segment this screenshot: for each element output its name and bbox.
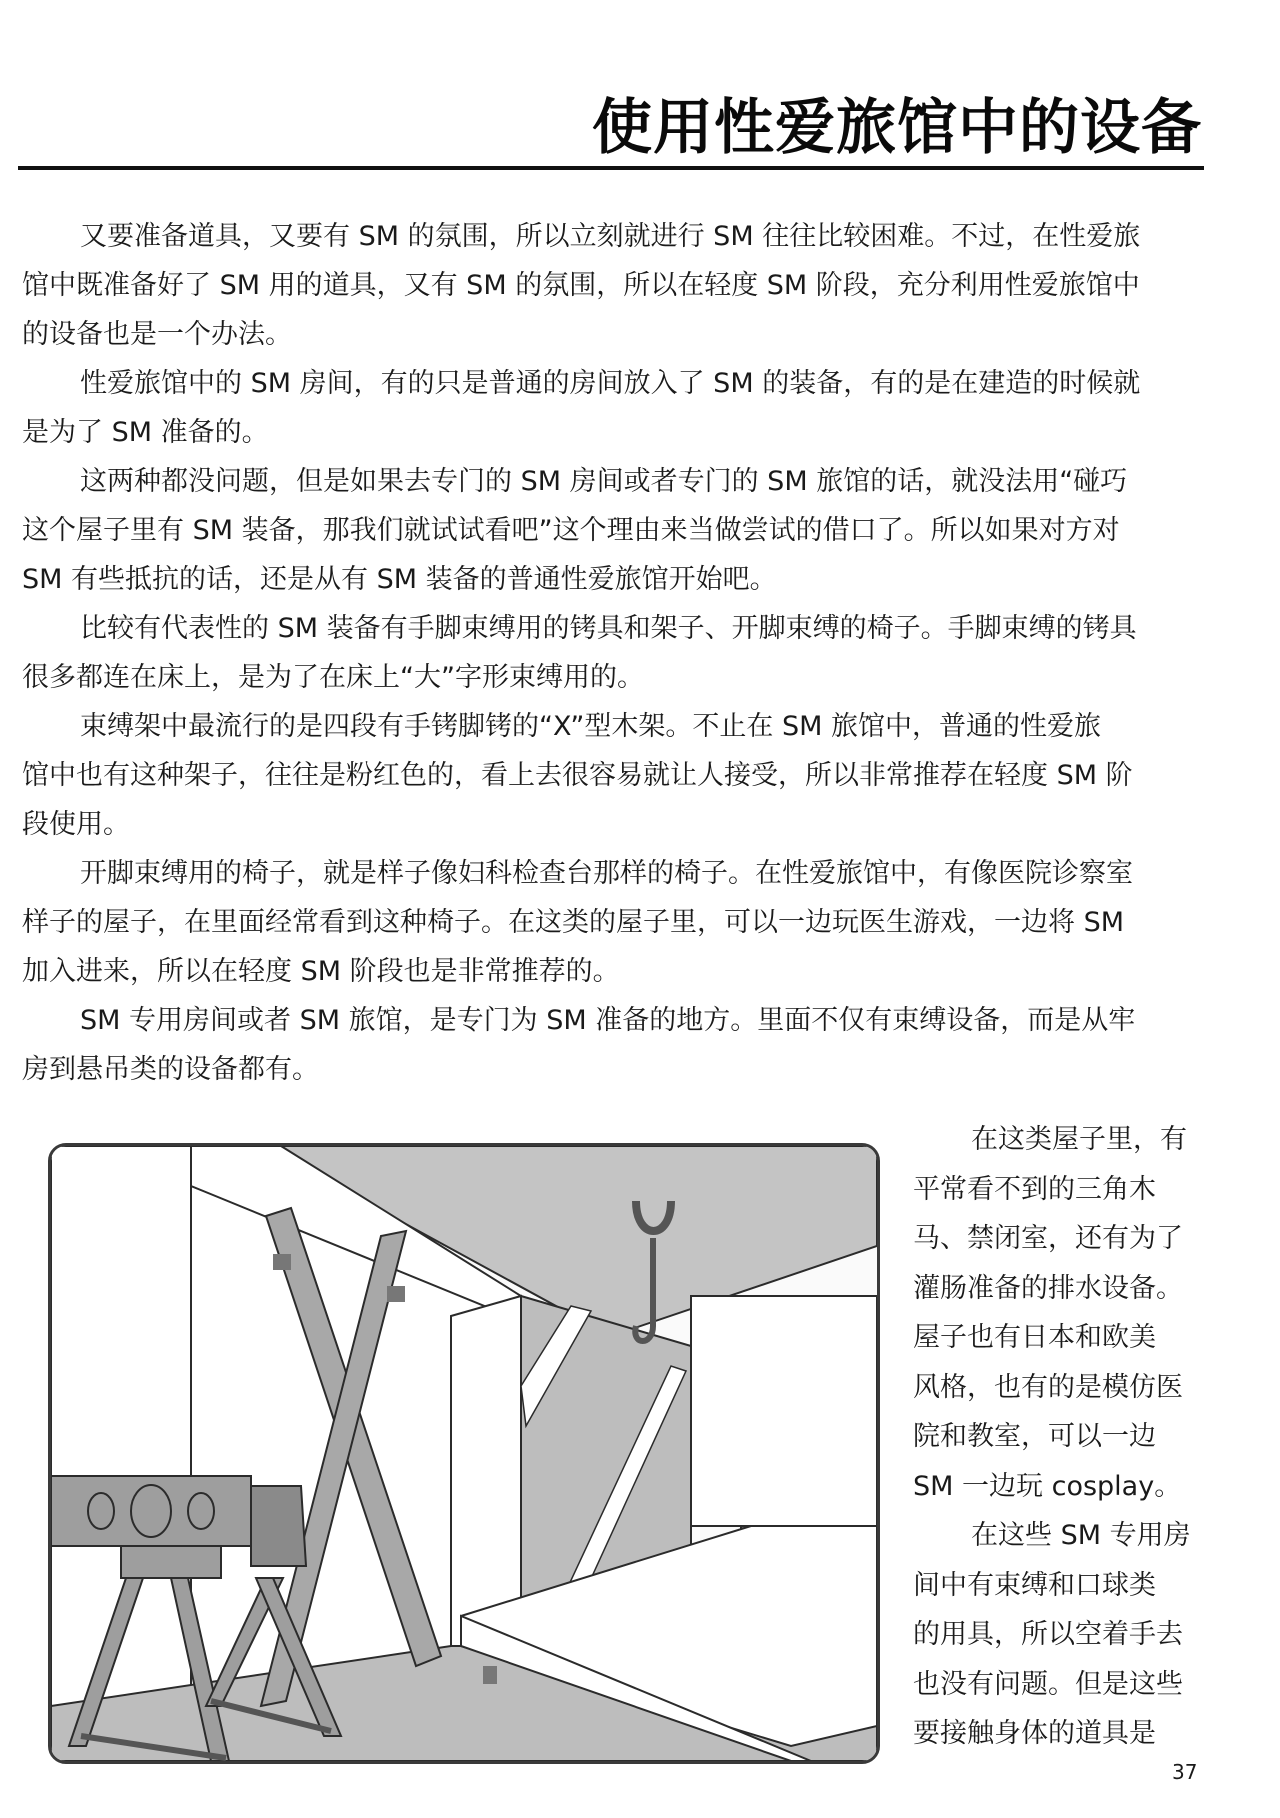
text-line: 在这类屋子里，有	[971, 1124, 1187, 1155]
text-line: 平常看不到的三角木	[913, 1173, 1156, 1205]
pillory-hole	[88, 1493, 114, 1529]
pillory-base	[121, 1546, 221, 1578]
cuff-icon	[273, 1254, 291, 1270]
illustration-icon	[51, 1146, 877, 1761]
text-line: 性爱旅馆中的 SM 房间，有的只是普通的房间放入了 SM 的装备，有的是在建造的时候就	[80, 368, 1141, 399]
text-line: 马、禁闭室，还有为了	[913, 1223, 1183, 1254]
text-line: 是为了 SM 准备的。	[22, 417, 269, 448]
bed-cuff-icon	[483, 1666, 497, 1684]
text-line: 灌肠准备的排水设备。	[913, 1272, 1183, 1304]
cuff-icon	[387, 1286, 405, 1302]
pillory-hole	[188, 1493, 214, 1529]
body-text	[22, 212, 1204, 1094]
left-wall	[51, 1146, 191, 1761]
page-number: 37	[1172, 1760, 1198, 1784]
text-line: 馆中也有这种架子，往往是粉红色的，看上去很容易就让人接受，所以非常推荐在轻度 SM 阶	[22, 760, 1133, 791]
text-line: 风格，也有的是模仿医	[913, 1371, 1183, 1403]
text-line: 这两种都没问题，但是如果去专门的 SM 房间或者专门的 SM 旅馆的话，就没法用“碰巧	[80, 466, 1128, 497]
side-text	[913, 1115, 1203, 1759]
text-line: 很多都连在床上，是为了在床上“大”字形束缚用的。	[22, 662, 644, 693]
text-line: 样子的屋子，在里面经常看到这种椅子。在这类的屋子里，可以一边玩医生游戏，一边将 SM	[22, 907, 1125, 938]
text-line: 也没有问题。但是这些	[913, 1668, 1183, 1700]
text-line: 加入进来，所以在轻度 SM 阶段也是非常推荐的。	[22, 956, 620, 987]
pillory-side	[251, 1486, 306, 1566]
text-line: 开脚束缚用的椅子，就是样子像妇科检查台那样的椅子。在性爱旅馆中，有像医院诊察室	[80, 858, 1133, 889]
text-line: 又要准备道具，又要有 SM 的氛围，所以立刻就进行 SM 往往比较困难。不过，在性爱旅	[80, 221, 1141, 252]
text-line: 的设备也是一个办法。	[22, 319, 292, 350]
text-line: 房到悬吊类的设备都有。	[22, 1054, 319, 1085]
curtain	[691, 1296, 877, 1526]
sm-room-illustration	[48, 1143, 880, 1764]
text-line: 束缚架中最流行的是四段有手铐脚铐的“X”型木架。不止在 SM 旅馆中，普通的性爱旅	[80, 711, 1101, 742]
text-line: SM 一边玩 cosplay。	[913, 1470, 1182, 1502]
text-line: 馆中既准备好了 SM 用的道具，又有 SM 的氛围，所以在轻度 SM 阶段，充分利用性爱旅馆中	[22, 270, 1140, 301]
text-line: 在这些 SM 专用房	[971, 1520, 1191, 1551]
page-title: 使用性爱旅馆中的设备	[592, 93, 1202, 163]
title-divider	[18, 166, 1204, 170]
text-line: 院和教室，可以一边	[913, 1421, 1156, 1452]
text-line: SM 专用房间或者 SM 旅馆，是专门为 SM 准备的地方。里面不仅有束缚设备，而是从牢	[80, 1005, 1136, 1036]
pillory-hole	[131, 1485, 171, 1537]
text-line: 要接触身体的道具是	[913, 1718, 1156, 1749]
text-line: 段使用。	[22, 809, 130, 840]
text-line: 的用具，所以空着手去	[913, 1619, 1183, 1650]
text-line: 这个屋子里有 SM 装备，那我们就试试看吧”这个理由来当做尝试的借口了。所以如果对方对	[22, 515, 1120, 546]
text-line: 比较有代表性的 SM 装备有手脚束缚用的铐具和架子、开脚束缚的椅子。手脚束缚的铐具	[80, 613, 1137, 644]
text-line: 间中有束缚和口球类	[913, 1569, 1156, 1601]
text-line: SM 有些抵抗的话，还是从有 SM 装备的普通性爱旅馆开始吧。	[22, 564, 777, 595]
text-line: 屋子也有日本和欧美	[913, 1322, 1156, 1353]
